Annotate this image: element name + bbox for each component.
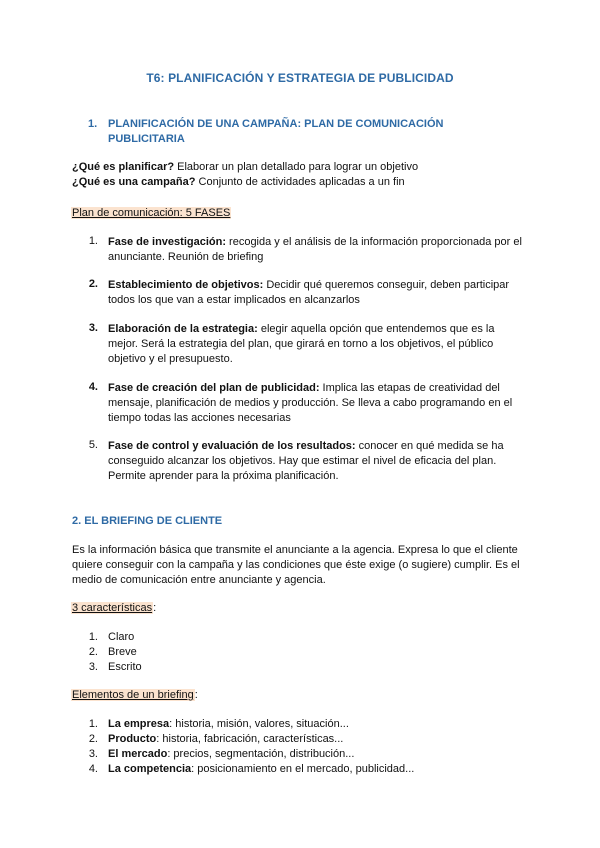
phase-number: 3.	[88, 322, 98, 334]
list-item: La competencia: posicionamiento en el mercado, publicidad...	[108, 763, 415, 775]
phase-number: 4.	[88, 381, 98, 393]
list-item: Producto: historia, fabricación, características...	[108, 733, 344, 745]
document-title: T6: PLANIFICACIÓN Y ESTRATEGIA DE PUBLICIDAD	[146, 71, 454, 85]
phase-title: Fase de investigación:	[108, 236, 226, 248]
list-item: Breve	[108, 646, 137, 658]
list-item: Claro	[108, 631, 135, 643]
phase-number: 2.	[88, 278, 98, 290]
section-1-heading	[108, 117, 444, 147]
briefing-paragraph: Es la información básica que transmite el anunciante a la agencia. Expresa lo que el cliente quiere conseguir con la campaña y las condiciones que éste exige (o sugiere) cumplir. Es el medio de comunicación entre anunciante y agencia.	[72, 544, 520, 586]
phase-title: Fase de control y evaluación de los resultados:	[108, 440, 356, 452]
section-1-heading-line-1: PLANIFICACIÓN DE UNA CAMPAÑA: PLAN DE COMUNICACIÓN	[108, 118, 444, 130]
plan-label	[71, 206, 231, 221]
section-1-heading-line-2: PUBLICITARIA	[108, 133, 185, 145]
definition-text: Elaborar un plan detallado para lograr un objetivo	[174, 161, 419, 173]
definition-term: ¿Qué es una campaña?	[72, 176, 196, 188]
definition-planificar	[72, 160, 418, 175]
definition-term: ¿Qué es planificar?	[72, 161, 175, 173]
phase-title: Fase de creación del plan de publicidad:	[108, 382, 320, 394]
characteristics-label: 3 características:	[72, 602, 157, 614]
plan-label-text: Plan de comunicación: 5 FASES	[72, 207, 231, 219]
elements-label: Elementos de un briefing:	[72, 689, 198, 701]
definition-text: Conjunto de actividades aplicadas a un fin	[195, 176, 405, 188]
list-item: El mercado: precios, segmentación, distribución...	[108, 748, 355, 760]
phase-title: Establecimiento de objetivos:	[108, 279, 264, 291]
phase-number: 1.	[88, 235, 98, 247]
definition-campana	[72, 175, 405, 190]
section-2-heading: 2. EL BRIEFING DE CLIENTE	[72, 515, 223, 527]
list-item: La empresa: historia, misión, valores, situación...	[108, 718, 349, 730]
phase-number: 5.	[88, 439, 98, 451]
phase-title: Elaboración de la estrategia:	[108, 323, 258, 335]
document-page: T6: PLANIFICACIÓN Y ESTRATEGIA DE PUBLICIDAD 1. PLANIFICACIÓN DE UNA CAMPAÑA: PLAN DE COMUNICACIÓN PUBLICITARIA ¿Qué es planificar? Elaborar un plan detallado para lograr un objetivo ¿Qué es una campaña? Conjunto de actividades aplicadas a un fin Plan de comunicación: 5 FASES 1. Fase de investigación: recogida y el análisis de la información proporcionada por el anunciante. Reunión de briefing 2. Establecimiento de objetivos: Decidir qué queremos conseguir, deben participar todos los que van a estar implicados en alcanzarlos 3. Elaboración de la estrategia: elegir aquella opción que entendemos que es la mejor. Será la estrategia del plan, que girará en torno a los objetivos, el público objetivo y el presupuesto. 4. Fase de creación del plan de publicidad: Implica las etapas de creatividad del mensaje, planificación de medios y producción. Se lleva a cabo programando en el tiempo todas las acciones necesarias 5. Fase de control y evaluación de los resultados: conocer en qué medida se ha conseguido alcanzar los objetivos. Hay que estimar el nivel de eficacia del plan. Permite aprender para la próxima planificación. 2. EL BRIEFING DE CLIENTE Es la información básica que transmite el anunciante a la agencia. Expresa lo que el cliente quiere conseguir con la campaña y las condiciones que éste exige (o sugiere) cumplir. Es el medio de comunicación entre anunciante y agencia. 3 características: 1. Claro 2. Breve 3. Escrito Elementos de un briefing: 1. La empresa: historia, misión, valores, situación... 2. Producto: historia, fabricación, características... 3. El mercado: precios, segmentación, distribución... 4. La competencia: posicionamiento en el mercado, publicidad...	[0, 0, 600, 848]
section-1-number: 1.	[88, 118, 98, 130]
list-item: Escrito	[108, 661, 142, 673]
